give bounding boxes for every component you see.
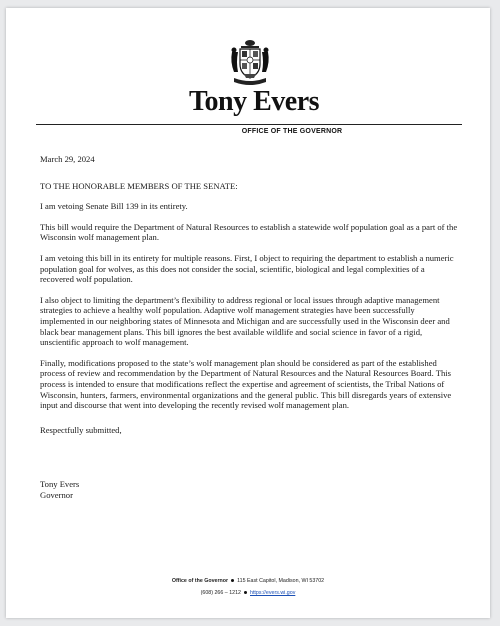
letterhead-office-label: OFFICE OF THE GOVERNOR (238, 128, 346, 135)
letter-paragraph: Finally, modifications proposed to the state’s wolf management plan should be considered as part of the established process of review and recommendation by the Department of Natural Resources and the Natural Resources Board. This process is intended to ensure that modifications reflect the expertise and agreement of scientists, the Tribal Nations of Wisconsin, hunters, farmers, environmental organizations and the general public. This bill disregards years of extensive input and discourse that went into developing the recently revised wolf management plan. (40, 357, 452, 411)
letterhead-name: Tony Evers (188, 86, 320, 117)
footer-phone: (608) 266 – 1212 (200, 590, 241, 596)
letter-page (6, 8, 490, 618)
letter-paragraph: I also object to limiting the department’s flexibility to address regional or local issues through adaptive management strategies to achieve a healthy wolf population. Adaptive wolf management strategies have been successfully implemented in our neighboring states of Minnesota and Michigan and are successfully used in the Wisconsin deer and black bear management plans. This bill ignores the best available wildlife and social science in favor of a rigid, unscientific approach to wolf management. (40, 294, 450, 348)
signer-title: Governor (40, 489, 73, 500)
wisconsin-seal-icon (228, 38, 272, 88)
footer-line-1 (6, 575, 490, 587)
letterhead-office (50, 120, 500, 138)
footer-address: 115 East Capitol, Madison, WI 53702 (237, 578, 325, 584)
bullet-icon (231, 579, 234, 582)
footer-office-label: Office of the Governor (171, 578, 229, 584)
letter-paragraph: I am vetoing this bill in its entirety for multiple reasons. First, I object to requiring the department to establish a numeric population goal for wolves, as this does not consider the social, scientific, biological and legal complexities of a recovered wolf population. (40, 252, 454, 285)
letter-closing: Respectfully submitted, (40, 424, 122, 435)
letter-body (40, 154, 460, 500)
letter-paragraph: I am vetoing Senate Bill 139 in its entirety. (40, 201, 188, 212)
letter-salutation: TO THE HONORABLE MEMBERS OF THE SENATE: (40, 180, 238, 191)
footer-line-2 (6, 587, 490, 599)
footer-website-link[interactable]: https://evers.wi.gov (250, 590, 296, 596)
letter-date: March 29, 2024 (40, 154, 95, 164)
bullet-icon (244, 591, 247, 594)
signature-block (40, 479, 460, 500)
letter-paragraph: This bill would require the Department of Natural Resources to establish a statewide wolf population goal as a part of the Wisconsin wolf management plan. (40, 221, 458, 243)
signer-name: Tony Evers (40, 479, 80, 490)
letter-footer (6, 575, 490, 599)
